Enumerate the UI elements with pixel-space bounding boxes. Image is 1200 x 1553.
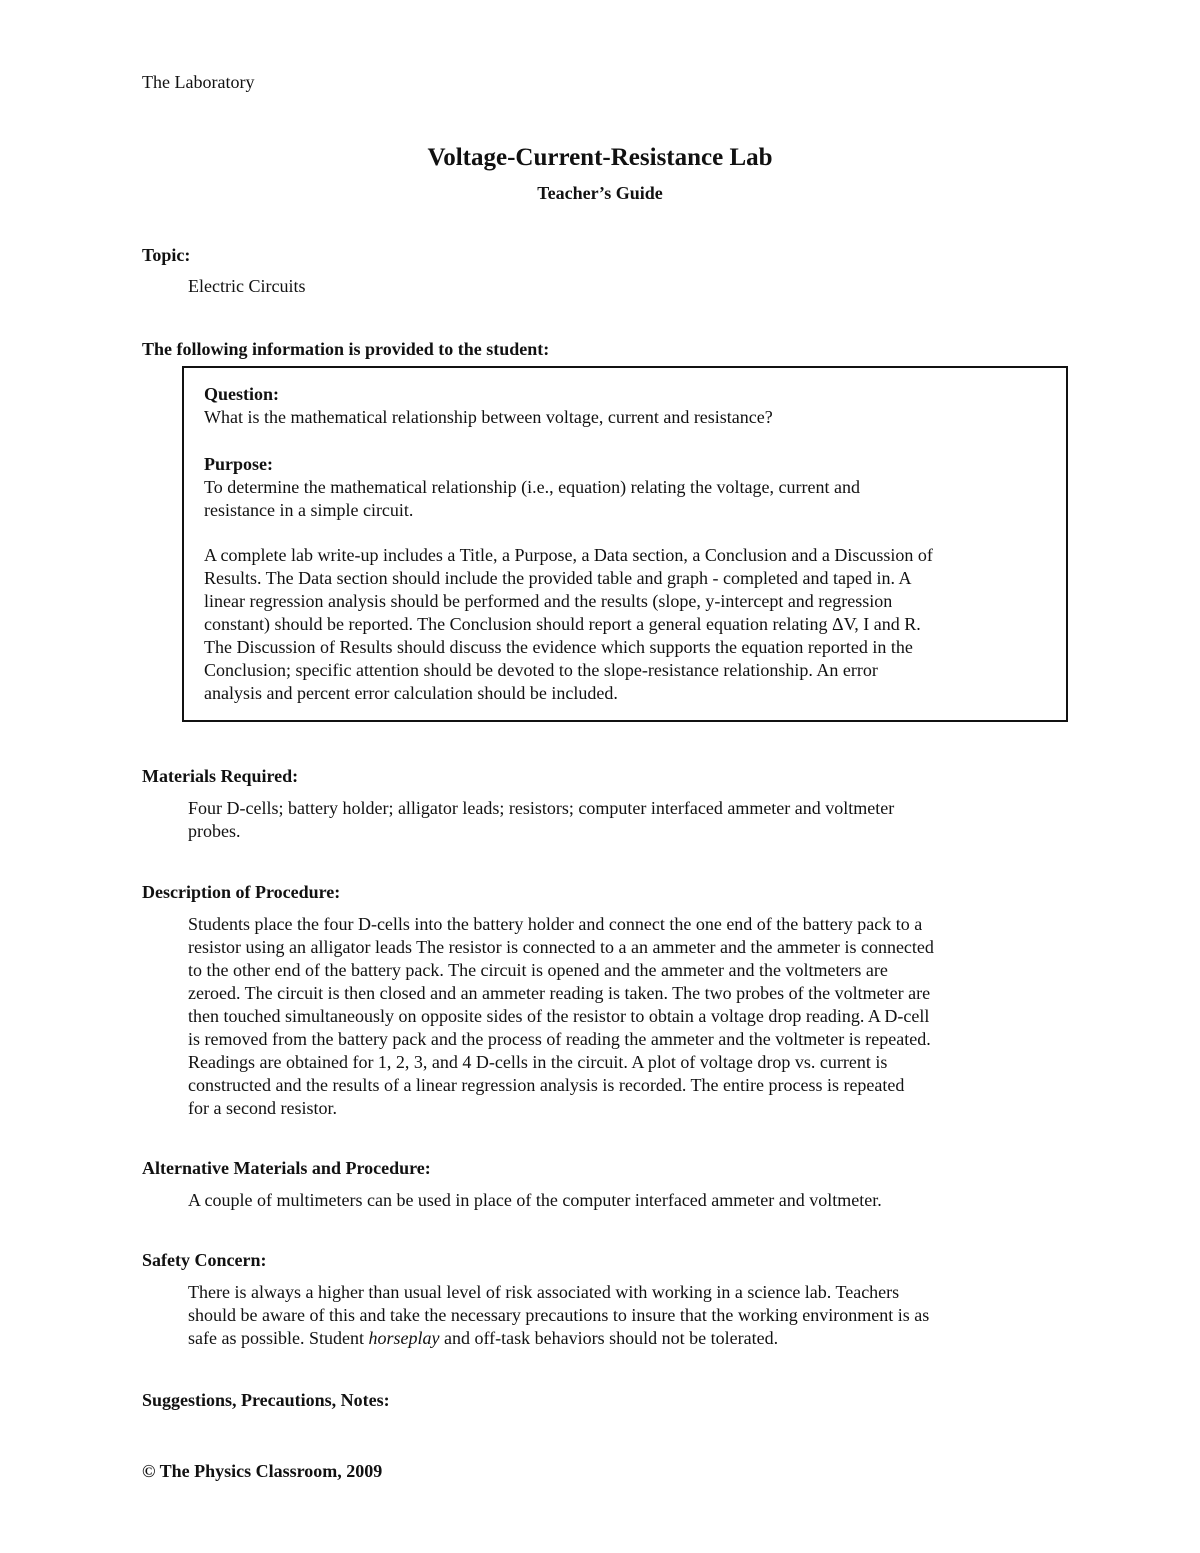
writeup-line: Results. The Data section should include the provided table and graph - completed and taped in. A xyxy=(204,568,912,588)
purpose-line: resistance in a simple circuit. xyxy=(204,500,414,520)
procedure-line: is removed from the battery pack and the process of reading the ammeter and the voltmeter is repeated. xyxy=(188,1029,931,1049)
document-subtitle: Teacher’s Guide xyxy=(537,183,663,203)
procedure-line: Readings are obtained for 1, 2, 3, and 4 D-cells in the circuit. A plot of voltage drop vs. current is xyxy=(188,1052,888,1072)
writeup-line: The Discussion of Results should discuss the evidence which supports the equation reported in the xyxy=(204,637,913,657)
procedure-line: zeroed. The circuit is then closed and an ammeter reading is taken. The two probes of the voltmeter are xyxy=(188,983,931,1003)
procedure-line: Students place the four D-cells into the battery holder and connect the one end of the battery pack to a xyxy=(188,914,923,934)
safety-line xyxy=(188,1327,1068,1350)
purpose-heading: Purpose: xyxy=(204,454,273,474)
procedure-heading: Description of Procedure: xyxy=(142,882,341,902)
alternative-text: A couple of multimeters can be used in place of the computer interfaced ammeter and voltmeter. xyxy=(188,1190,882,1210)
purpose-text xyxy=(204,476,1054,522)
alternative-heading: Alternative Materials and Procedure: xyxy=(142,1158,431,1178)
safety-emphasis: horseplay xyxy=(368,1328,440,1348)
safety-heading: Safety Concern: xyxy=(142,1250,267,1270)
safety-line-end: and off-task behaviors should not be tolerated. xyxy=(439,1328,779,1348)
writeup-line: A complete lab write-up includes a Title, a Purpose, a Data section, a Conclusion and a Discussion of xyxy=(204,545,933,565)
purpose-line: To determine the mathematical relationship (i.e., equation) relating the voltage, current and xyxy=(204,477,860,497)
safety-line-start: safe as possible. Student xyxy=(188,1328,369,1348)
student-info-heading: The following information is provided to the student: xyxy=(142,339,550,359)
procedure-line: for a second resistor. xyxy=(188,1098,337,1118)
materials-text xyxy=(188,797,1068,843)
materials-line: Four D-cells; battery holder; alligator leads; resistors; computer interfaced ammeter and voltmeter xyxy=(188,798,895,818)
safety-line: There is always a higher than usual level of risk associated with working in a science lab. Teachers xyxy=(188,1282,900,1302)
materials-heading: Materials Required: xyxy=(142,766,299,786)
topic-value: Electric Circuits xyxy=(188,276,306,296)
safety-text xyxy=(188,1281,1068,1350)
procedure-line: resistor using an alligator leads The resistor is connected to a an ammeter and the ammeter is connected xyxy=(188,937,934,957)
safety-line: should be aware of this and take the necessary precautions to insure that the working environment is as xyxy=(188,1305,930,1325)
procedure-line: then touched simultaneously on opposite sides of the resistor to obtain a voltage drop reading. A D-cell xyxy=(188,1006,930,1026)
writeup-requirements xyxy=(204,544,1054,705)
document-header-label: The Laboratory xyxy=(142,72,255,92)
writeup-line: linear regression analysis should be performed and the results (slope, y-intercept and regression xyxy=(204,591,893,611)
copyright-footer: © The Physics Classroom, 2009 xyxy=(142,1461,383,1481)
suggestions-heading: Suggestions, Precautions, Notes: xyxy=(142,1390,390,1410)
writeup-line: constant) should be reported. The Conclusion should report a general equation relating ΔV, I and R. xyxy=(204,614,921,634)
question-heading: Question: xyxy=(204,384,280,404)
writeup-line: Conclusion; specific attention should be devoted to the slope-resistance relationship. An error xyxy=(204,660,878,680)
materials-line: probes. xyxy=(188,821,241,841)
procedure-text xyxy=(188,913,1068,1120)
writeup-line: analysis and percent error calculation should be included. xyxy=(204,683,618,703)
procedure-line: constructed and the results of a linear regression analysis is recorded. The entire process is repeated xyxy=(188,1075,905,1095)
document-title: Voltage-Current-Resistance Lab xyxy=(427,144,773,171)
question-text: What is the mathematical relationship between voltage, current and resistance? xyxy=(204,407,773,427)
student-info-box xyxy=(182,366,1068,722)
procedure-line: to the other end of the battery pack. The circuit is opened and the ammeter and the voltmeters are xyxy=(188,960,888,980)
topic-heading: Topic: xyxy=(142,245,191,265)
